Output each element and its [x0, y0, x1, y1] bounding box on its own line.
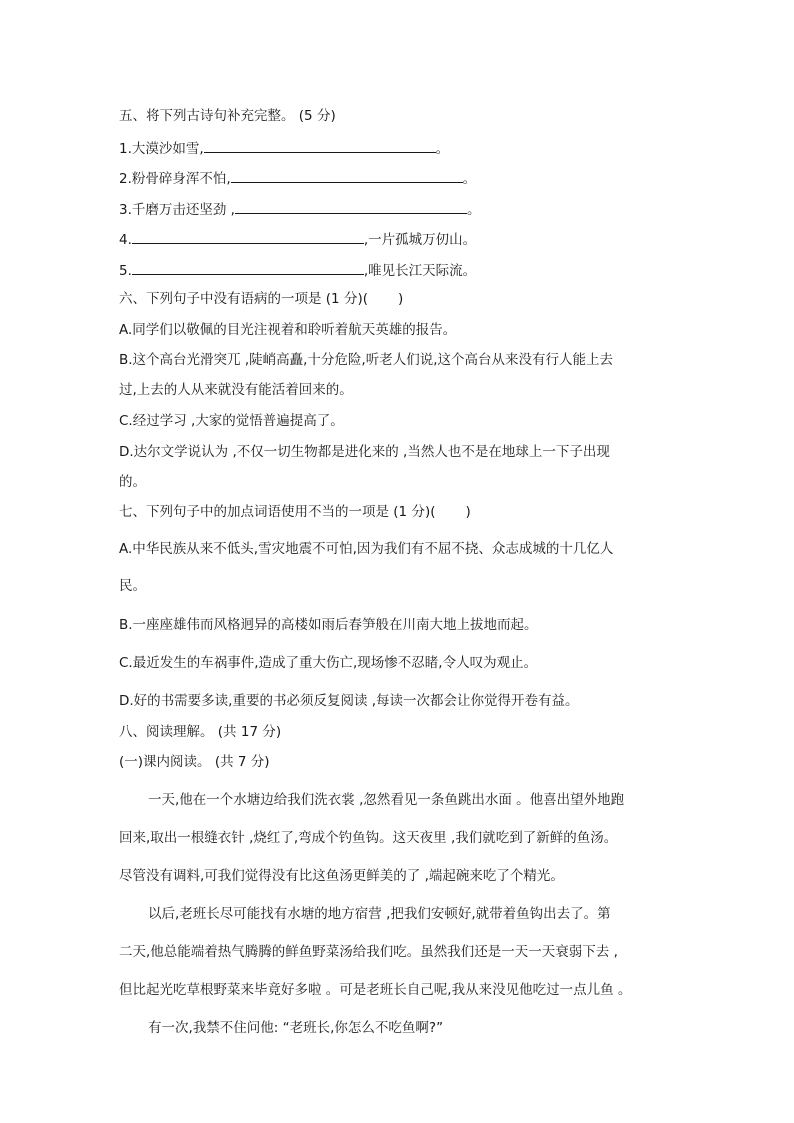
option-7a-line-2: 民。 [119, 578, 146, 594]
option-7d: D.好的书需要多读,重要的书必须反复阅读 ,每读一次都会让你觉得开卷有益。 [119, 693, 579, 709]
poem-item-5-suffix: ,唯见长江天际流。 [363, 263, 477, 279]
passage-line-2: 回来,取出一根缝衣针 ,烧红了,弯成个钓鱼钩。这天夜里 ,我们就吃到了新鲜的鱼汤。 [119, 830, 618, 846]
section-7-heading [119, 503, 471, 521]
answer-blank-3[interactable] [235, 199, 467, 214]
option-6a: A.同学们以敬佩的目光注视着和聆听着航天英雄的报告。 [119, 322, 457, 338]
passage-line-5: 二天,他总能端着热气腾腾的鲜鱼野菜汤给我们吃。虽然我们还是一天一天衰弱下去 , [119, 944, 618, 960]
poem-item-1 [119, 138, 449, 158]
option-6c: C.经过学习 ,大家的觉悟普遍提高了。 [119, 413, 344, 429]
poem-item-1-prefix: 1.大漠沙如雪, [119, 141, 204, 157]
answer-blank-4[interactable] [132, 229, 364, 244]
passage-line-6: 但比起光吃草根野菜来毕竟好多啦 。可是老班长自己呢,我从来没见他吃过一点儿鱼 。 [119, 982, 632, 998]
poem-item-2 [119, 168, 476, 188]
poem-item-1-suffix: 。 [435, 141, 450, 157]
answer-blank-5[interactable] [132, 260, 364, 275]
section-6-heading-close: ) [397, 291, 404, 307]
poem-item-2-prefix: 2.粉骨碎身浑不怕, [119, 171, 231, 187]
poem-item-5-prefix: 5. [119, 263, 132, 279]
poem-item-3 [119, 199, 480, 219]
poem-item-3-prefix: 3.千磨万击还坚劲 , [119, 202, 235, 218]
passage-line-1: 一天,他在一个水塘边给我们洗衣裳 ,忽然看见一条鱼跳出水面 。他喜出望外地跑 [148, 792, 625, 808]
passage-line-4: 以后,老班长尽可能找有水塘的地方宿营 ,把我们安顿好,就带着鱼钩出去了。第 [148, 906, 611, 922]
poem-item-2-suffix: 。 [462, 171, 477, 187]
poem-item-4-prefix: 4. [119, 232, 132, 248]
section-7-heading-text: 七、下列句子中的加点词语使用不当的一项是 (1 分)( [119, 504, 436, 520]
section-6-heading [119, 290, 403, 308]
passage-line-3: 尽管没有调料,可我们觉得没有比这鱼汤更鲜美的了 ,端起碗来吃了个精光。 [119, 868, 564, 884]
option-6d-line-2: 的。 [119, 474, 146, 490]
option-7c: C.最近发生的车祸事件,造成了重大伤亡,现场惨不忍睹,令人叹为观止。 [119, 655, 538, 671]
answer-blank-1[interactable] [204, 138, 436, 153]
section-6-heading-text: 六、下列句子中没有语病的一项是 (1 分)( [119, 291, 368, 307]
poem-item-4 [119, 229, 476, 249]
section-7-heading-close: ) [465, 504, 471, 520]
option-6d-line-1: D.达尔文学说认为 ,不仅一切生物都是进化来的 ,当然人也不是在地球上一下子出现 [119, 444, 610, 460]
option-7b: B.一座座雄伟而风格迥异的高楼如雨后春笋般在川南大地上拔地而起。 [119, 617, 538, 633]
section-8-heading: 八、阅读理解。 (共 17 分) [119, 724, 282, 740]
answer-blank-2[interactable] [231, 168, 463, 183]
option-6b-line-2: 过,上去的人从来就没有能活着回来的。 [119, 382, 353, 398]
poem-item-3-suffix: 。 [466, 202, 481, 218]
poem-item-5 [119, 260, 476, 280]
option-6b-line-1: B.这个高台光滑突兀 ,陡峭高矗,十分危险,听老人们说,这个高台从来没有行人能上去 [119, 352, 614, 368]
option-7a-line-1: A.中华民族从来不低头,雪灾地震不可怕,因为我们有不屈不挠、众志成城的十几亿人 [119, 541, 614, 557]
poem-item-4-suffix: ,一片孤城万仞山。 [363, 232, 477, 248]
section-5-heading: 五、将下列古诗句补充完整。 (5 分) [119, 108, 336, 124]
section-8-subheading: (一)课内阅读。 (共 7 分) [119, 754, 270, 770]
passage-line-7: 有一次,我禁不住问他: “老班长,你怎么不吃鱼啊?” [148, 1020, 444, 1036]
